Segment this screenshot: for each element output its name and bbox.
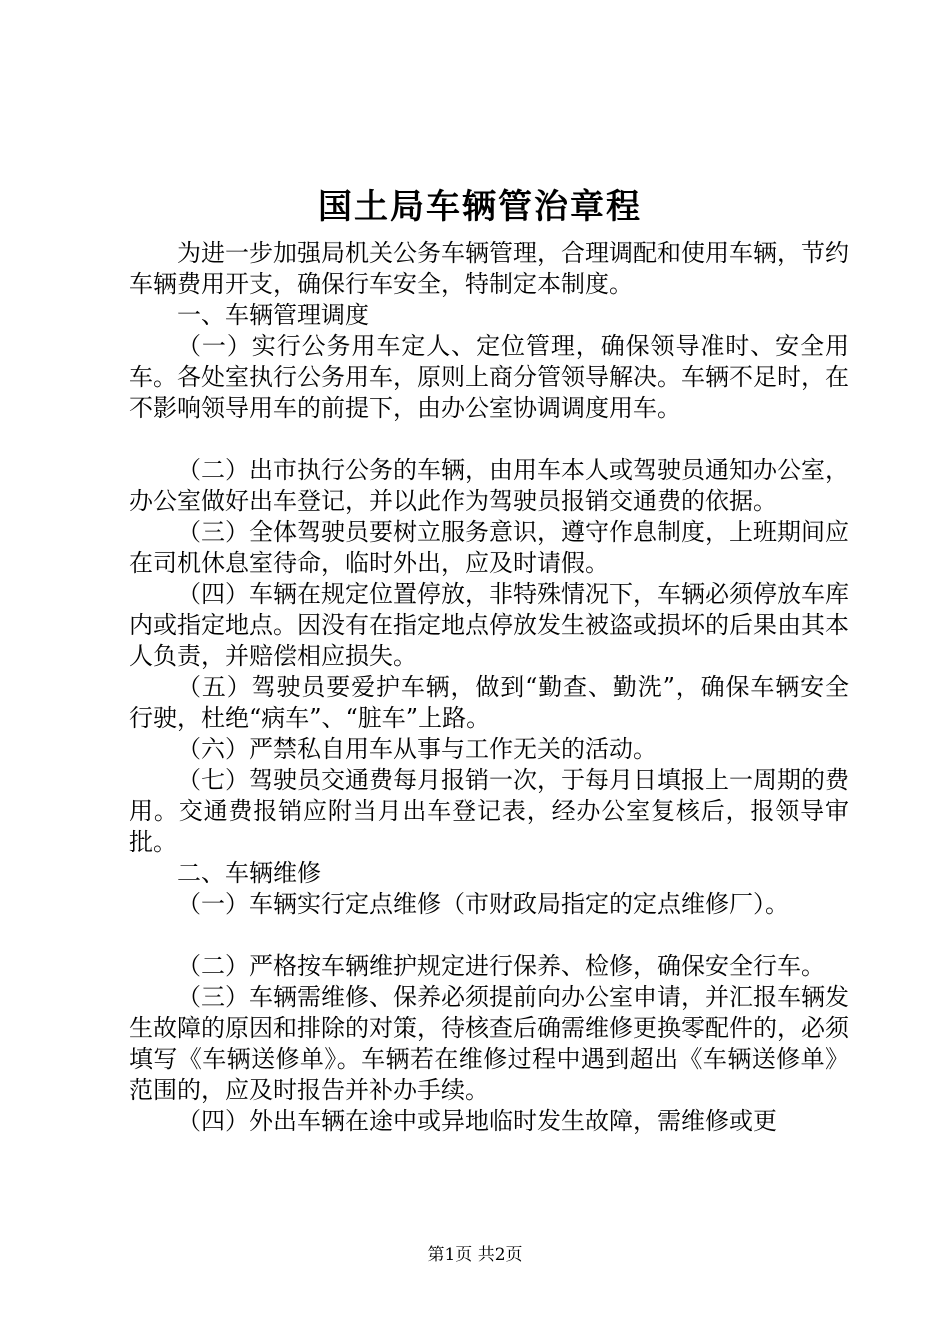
clause-2-1: （一）车辆实行定点维修（市财政局指定的定点维修厂）。 (177, 890, 789, 918)
clause-2-3: （三）车辆需维修、保养必须提前向办公室申请，并汇报车辆发生故障的原因和排除的对策，待核查后确需维修更换零配件的，必须填写《车辆送修单》。车辆若在维修过程中遇到超出《车辆送修单》范围的，应及时报告并补办手续。 (129, 983, 849, 1104)
clause-1-5: （五）驾驶员要爱护车辆，做到“勤查、勤洗”，确保车辆安全行驶，杜绝“病车”、“脏车”上路。 (129, 673, 849, 732)
clause-1-7: （七）驾驶员交通费每月报销一次，于每月日填报上一周期的费用。交通费报销应附当月出车登记表，经办公室复核后，报领导审批。 (129, 766, 849, 856)
clause-1-6: （六）严禁私自用车从事与工作无关的活动。 (177, 735, 657, 763)
clause-2-4: （四）外出车辆在途中或异地临时发生故障，需维修或更 (177, 1107, 777, 1135)
page-footer: 第1页 共2页 (427, 1245, 523, 1265)
clause-1-4: （四）车辆在规定位置停放，非特殊情况下，车辆必须停放车库内或指定地点。因没有在指定地点停放发生被盗或损坏的后果由其本人负责，并赔偿相应损失。 (129, 580, 849, 670)
clause-1-1: （一）实行公务用车定人、定位管理，确保领导准时、安全用车。各处室执行公务用车，原则上商分管领导解决。车辆不足时，在不影响领导用车的前提下，由办公室协调调度用车。 (129, 332, 849, 422)
clause-1-3: （三）全体驾驶员要树立服务意识，遵守作息制度，上班期间应在司机休息室待命，临时外出，应及时请假。 (129, 518, 849, 577)
document-title: 国土局车辆管治章程 (318, 187, 642, 227)
section-heading-vehicle-maintenance: 二、车辆维修 (177, 859, 321, 887)
clause-1-2: （二）出市执行公务的车辆，由用车本人或驾驶员通知办公室，办公室做好出车登记，并以此作为驾驶员报销交通费的依据。 (129, 456, 849, 515)
section-heading-vehicle-dispatch: 一、车辆管理调度 (177, 301, 369, 329)
clause-2-2: （二）严格按车辆维护规定进行保养、检修，确保安全行车。 (177, 952, 825, 980)
document-body (129, 238, 849, 1137)
intro-paragraph: 为进一步加强局机关公务车辆管理，合理调配和使用车辆，节约车辆费用开支，确保行车安全，特制定本制度。 (129, 239, 849, 298)
